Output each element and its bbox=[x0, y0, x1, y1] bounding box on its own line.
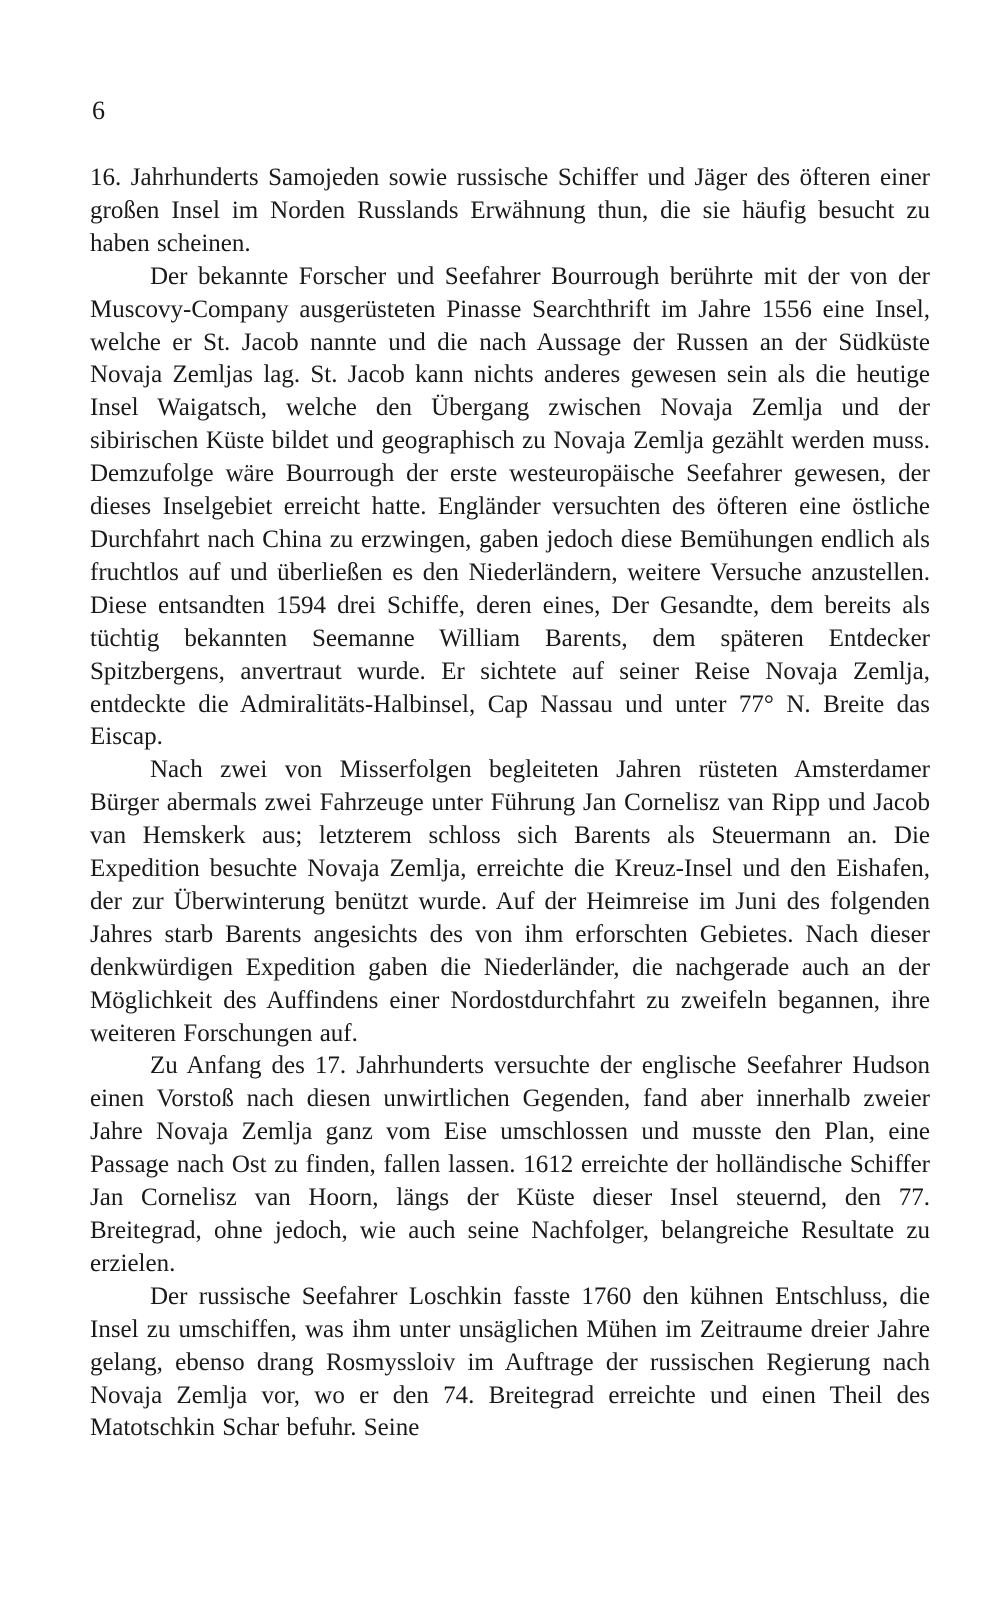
paragraph-barents-expedition: Nach zwei von Misserfolgen begleiteten Jahren rüsteten Amsterdamer Bürger abermals zwei Fahrzeuge unter Führung Jan Cornelisz van Ripp und Jacob van Hemskerk aus; letzterem schloss sich Barents als Steuermann an. Die Expedition besuchte Novaja Zemlja, erreichte die Kreuz-Insel und den Eishafen, der zur Überwinterung benützt wurde. Auf der Heimreise im Juni des folgenden Jahres starb Barents angesichts des von ihm erforschten Gebietes. Nach dieser denkwürdigen Expedition gaben die Niederländer, die nachgerade auch an der Möglichkeit des Auffindens einer Nordostdurchfahrt zu zweifeln begannen, ihre weiteren Forschungen auf. bbox=[90, 756, 930, 1047]
paragraph-bourrough: Der bekannte Forscher und Seefahrer Bourrough berührte mit der von der Muscovy-Company ausgerüsteten Pinasse Searchthrift im Jahre 1556 eine Insel, welche er St. Jacob nannte und die nach Aussage der Russen an der Südküste Novaja Zemljas lag. St. Jacob kann nichts anderes gewesen sein als die heutige Insel Waigatsch, welche den Übergang zwischen Novaja Zemlja und der sibirischen Küste bildet und geographisch zu Novaja Zemlja gezählt werden muss. Demzufolge wäre Bourrough der erste westeuropäische Seefahrer gewesen, der dieses Inselgebiet erreicht hatte. Engländer versuchten des öfteren eine östliche Durchfahrt nach China zu erzwingen, gaben jedoch diese Bemühungen endlich als fruchtlos auf und überließen es den Niederländern, weitere Versuche anzustellen. Diese entsandten 1594 drei Schiffe, deren eines, Der Gesandte, dem bereits als tüchtig bekannten Seemanne William Barents, dem späteren Entdecker Spitzbergens, anvertraut wurde. Er sichtete auf seiner Reise Novaja Zemlja, entdeckte die Admiralitäts-Halbinsel, Cap Nassau und unter 77° N. Breite das Eiscap. bbox=[90, 262, 930, 751]
paragraph-continuation: 16. Jahrhunderts Samojeden sowie russische Schiffer und Jäger des öfteren einer großen Insel im Norden Russlands Erwähnung thun, die sie häufig besucht zu haben scheinen. bbox=[90, 164, 930, 257]
book-page bbox=[90, 96, 930, 1445]
paragraph-hudson: Zu Anfang des 17. Jahrhunderts versuchte der englische Seefahrer Hudson einen Vorstoß nach diesen unwirtlichen Gegenden, fand aber innerhalb zweier Jahre Novaja Zemlja ganz vom Eise umschlossen und musste den Plan, eine Passage nach Ost zu finden, fallen lassen. 1612 erreichte der holländische Schiffer Jan Cornelisz van Hoorn, längs der Küste dieser Insel steuernd, den 77. Breitegrad, ohne jedoch, wie auch seine Nachfolger, belangreiche Resultate zu erzielen. bbox=[90, 1052, 930, 1277]
page-number: 6 bbox=[92, 96, 105, 125]
paragraph-loschkin: Der russische Seefahrer Loschkin fasste 1760 den kühnen Entschluss, die Insel zu umschiffen, was ihm unter unsäglichen Mühen im Zeitraume dreier Jahre gelang, ebenso drang Rosmyssloiv im Auftrage der russischen Regierung nach Novaja Zemlja vor, wo er den 74. Breitegrad erreichte und einen Theil des Matotschkin Schar befuhr. Seine bbox=[90, 1282, 930, 1442]
